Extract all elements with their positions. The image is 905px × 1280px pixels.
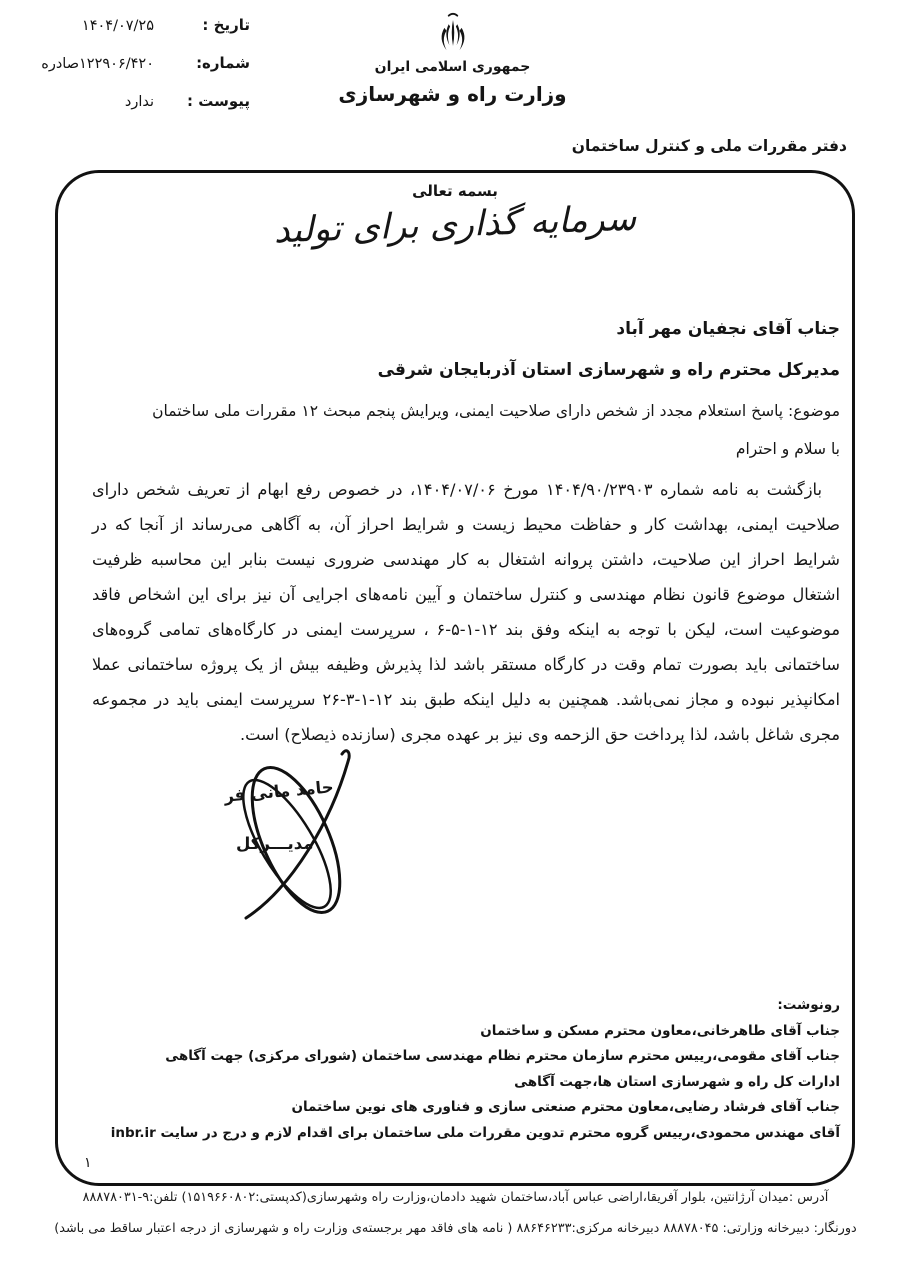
number-label: شماره:: [196, 54, 250, 72]
signature-block: [196, 738, 408, 930]
date-label: تاریخ :: [202, 16, 250, 34]
cc-item: جناب آقای فرشاد رضایی،معاون محترم صنعتی سازی و فناوری های نوین ساختمان: [291, 1099, 840, 1115]
date-value: ۱۴۰۴/۰۷/۲۵: [81, 18, 154, 34]
recipient-name: جناب آقای نجفیان مهر آباد: [616, 319, 840, 339]
signer-name: حامد مانی فر: [223, 777, 335, 806]
attachment-value: ندارد: [124, 94, 154, 110]
letter-meta-block: [10, 16, 250, 130]
cc-heading: رونوشت:: [777, 997, 840, 1013]
cc-item: جناب آقای مقومی،رییس محترم سازمان محترم نظام مهندسی ساختمان (شورای مرکزی) جهت آگاهی: [165, 1048, 840, 1064]
iran-emblem-icon: [435, 10, 471, 58]
signer-title: مدیـــرکل: [236, 834, 314, 853]
body-paragraph: بازگشت به نامه شماره ۱۴۰۴/۹۰/۲۳۹۰۳ مورخ ۱۴۰۴/۰۷/۰۶، در خصوص رفع ابهام از تعریف شخص دارای صلاحیت ایمنی، بهداشت کار و حفاظت محیط زیست و شرایط احراز آن، به آگاهی می‌رساند از آنجا که در شرایط احراز این صلاحیت، داشتن پروانه اشتغال به کار مهندسی ضروری نیست بنابر این محاسبه ظرفیت اشتغال موضوع قانون نظام مهندسی و کنترل ساختمان و آیین نامه‌های اجرایی آن نیز برای این اشخاص فاقد موضوعیت است، لیکن با توجه به اینکه وفق بند ۱۲-۱-۵-۶ ، سرپرست ایمنی در کارگاه‌های تمامی گروه‌های ساختمانی باید بصورت تمام وقت در کارگاه مستقر باشد لذا پذیرش وظیفه بیش از یک پروژه ساختمانی عملا امکانپذیر نبوده و مجاز نمی‌باشد. همچنین به دلیل اینکه طبق بند ۱۲-۱-۳-۲۶ سرپرست ایمنی باید در مجموعه مجری شاغل باشد، لذا پرداخت حق الزحمه وی نیز بر عهده مجری (سازنده ذیصلاح) است.: [92, 480, 840, 744]
letter-footer: [22, 1190, 889, 1252]
subject-line: موضوع: پاسخ استعلام مجدد از شخص دارای صلاحیت ایمنی، ویرایش پنجم مبحث ۱۲ مقررات ملی ساختمان: [152, 402, 840, 420]
date-row: [10, 16, 250, 54]
cc-item: ادارات کل راه و شهرسازی استان ها،جهت آگاهی: [514, 1073, 840, 1090]
page-number: ۱: [84, 1155, 92, 1171]
footer-address: آدرس :میدان آرژانتین، بلوار آفریقا،اراضی عباس آباد،ساختمان شهید دادمان،وزارت راه وشهرسازی(کدپستی:۱۵۱۹۶۶۰۸۰۲) تلفن:۹-۸۸۸۷۸۰۳۱: [82, 1190, 829, 1205]
footer-fax: دورنگار: دبیرخانه وزارتی: ۸۸۸۷۸۰۴۵ دبیرخانه مرکزی:۸۸۶۴۶۲۳۳ ( نامه های فاقد مهر برجسته‌ی وزارت راه و شهرسازی از درجه اعتبار ساقط می باشد): [54, 1221, 857, 1236]
country-title: جمهوری اسلامی ایران: [374, 59, 531, 75]
cc-item: آقای مهندس محمودی،رییس گروه محترم تدوین مقررات ملی ساختمان برای اقدام لازم و درج در سایت inbr.ir: [110, 1124, 840, 1141]
recipient-title: مدیرکل محترم راه و شهرسازی استان آذربایجان شرقی: [377, 360, 840, 380]
salutation-line: با سلام و احترام: [735, 440, 840, 458]
number-value: ۱۲۲۹۰۶/۴۲۰صادره: [41, 56, 154, 72]
cc-item: جناب آقای طاهرخانی،معاون محترم مسکن و ساختمان: [480, 1022, 840, 1039]
letterhead: [283, 10, 623, 106]
slogan-calligraphy: سرمایه گذاری برای تولید: [273, 198, 637, 252]
basmala-text: بسمه تعالی: [412, 182, 498, 200]
cc-block: [78, 993, 840, 1146]
number-row: [10, 54, 250, 92]
attachment-row: [10, 92, 250, 130]
office-title: دفتر مقررات ملی و کنترل ساختمان: [571, 137, 847, 155]
ministry-title: وزارت راه و شهرسازی: [338, 82, 567, 106]
letter-frame: [55, 170, 855, 1186]
attachment-label: پیوست :: [186, 92, 250, 110]
